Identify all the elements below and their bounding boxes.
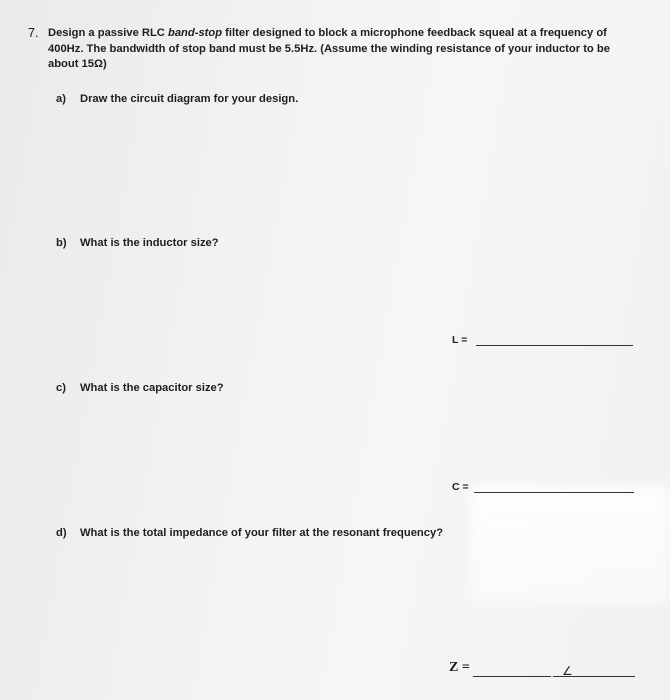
question-text-emphasis: band-stop bbox=[168, 27, 223, 39]
part-b-label: b) bbox=[56, 237, 67, 249]
part-a-text: Draw the circuit diagram for your design. bbox=[80, 93, 299, 105]
inductor-answer-label: L = bbox=[452, 334, 468, 346]
part-a bbox=[56, 93, 298, 105]
part-c-label: c) bbox=[56, 382, 66, 394]
part-d-text: What is the total impedance of your filter at the resonant frequency? bbox=[80, 527, 444, 539]
part-b-text: What is the inductor size? bbox=[80, 237, 219, 249]
question-number: 7. bbox=[28, 26, 39, 40]
question-text-part1: Design a passive RLC bbox=[48, 27, 168, 39]
part-c-text: What is the capacitor size? bbox=[80, 382, 224, 394]
part-c bbox=[56, 382, 224, 394]
angle-symbol: ∠ bbox=[562, 664, 573, 678]
capacitor-answer-label: C = bbox=[452, 481, 469, 493]
part-d-label: d) bbox=[56, 527, 67, 539]
impedance-answer-label: Z = bbox=[449, 660, 470, 675]
impedance-magnitude-line[interactable] bbox=[473, 676, 551, 677]
impedance-angle-line[interactable] bbox=[553, 676, 635, 677]
part-b bbox=[56, 237, 219, 249]
capacitor-answer-line[interactable] bbox=[474, 492, 634, 493]
question-text-part2: filter designed to block a microphone feedback squeal at a frequency of 400Hz. The bandwidth of stop band must be 5.5Hz. (Assume the winding resistance of your inductor to be about 15Ω) bbox=[48, 27, 610, 70]
part-d bbox=[56, 527, 443, 539]
inductor-answer-line[interactable] bbox=[476, 345, 633, 346]
part-a-label: a) bbox=[56, 93, 66, 105]
photo-glare bbox=[470, 485, 670, 605]
question-text bbox=[48, 26, 638, 73]
